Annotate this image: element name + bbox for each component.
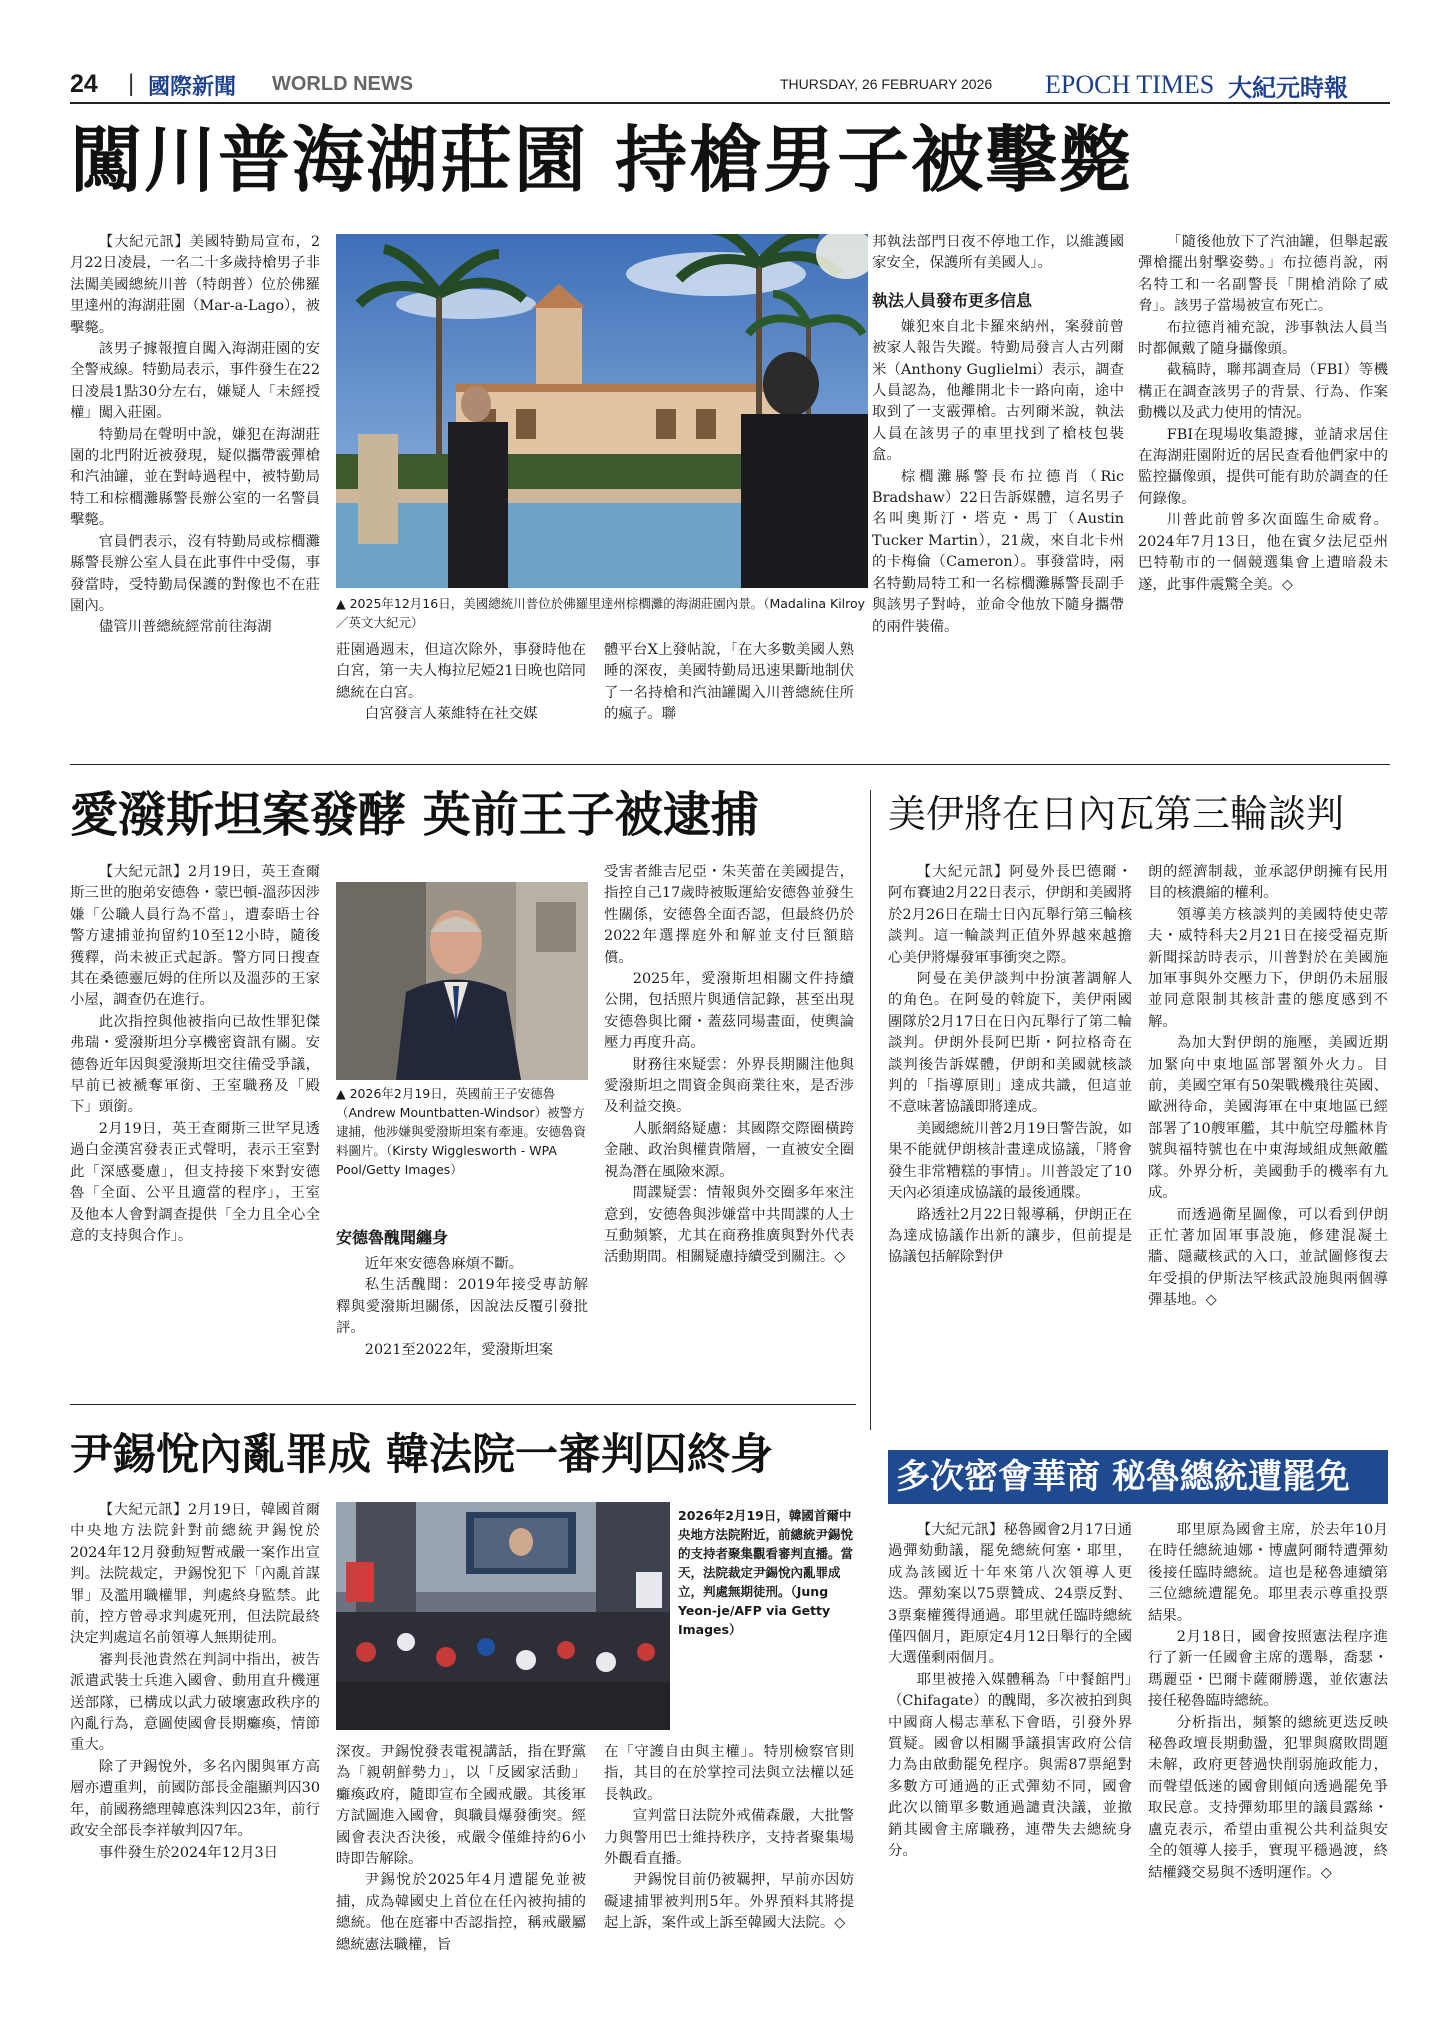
paragraph: 阿曼在美伊談判中扮演著調解人的角色。在阿曼的斡旋下，美伊兩國團隊於2月17日在日內瓦舉行了第二輪談判。伊朗外長阿巴斯・阿拉格奇在談判後告訴媒體，伊朗和美國就核談判的「指導原則」達成共識，但這並不意味著協議即將達成。	[888, 971, 1132, 1116]
paragraph: 2月18日，國會按照憲法程序進行了新一任國會主席的選舉，喬瑟・瑪麗亞・巴爾卡薩爾勝選，並依憲法接任秘魯臨時總統。	[1148, 1629, 1388, 1710]
story3-col2	[1148, 862, 1388, 1312]
subheading: 安德魯醜聞纏身	[336, 1228, 449, 1247]
paragraph: 耶里被捲入媒體稱為「中餐館門」（Chifagate）的醜聞，多次被拍到與中國商人楊志華私下會晤，引發外界質疑。國會以相關爭議損害政府公信力為由啟動罷免程序。與需87票絕對多數方可通過的正式彈劾不同，國會此次以簡單多數通過譴責決議，並撤銷其國會主席職務，連帶失去總統身分。	[888, 1671, 1132, 1860]
masthead-logo-zh: 大紀元時報	[1228, 74, 1348, 102]
header-separator: |	[128, 70, 135, 97]
paragraph: 該男子據報擅自闖入海湖莊園的安全警戒線。特勤局表示，事件發生在22日凌晨1點30分左右，嫌疑人「未經授權」闖入莊園。	[70, 341, 320, 422]
photo-yoon	[336, 1502, 670, 1730]
paragraph: 宣判當日法院外戒備森嚴，大批警力與警用巴士維持秩序，支持者聚集場外觀看直播。	[604, 1808, 854, 1868]
paragraph: 尹錫悅目前仍被羈押，早前亦因妨礙逮捕罪被判刑5年。外界預料其將提起上訴，案件或上訴至韓國大法院。◇	[604, 1872, 854, 1932]
column-divider	[870, 790, 871, 1430]
headline-mar-a-lago: 闖川普海湖莊園 持槍男子被擊斃	[70, 118, 1134, 202]
page-number: 24	[70, 70, 98, 98]
andrew-image	[336, 882, 588, 1080]
paragraph: 2021至2022年，愛潑斯坦案	[364, 1341, 554, 1358]
section-divider	[70, 764, 1390, 765]
headline-iran-talks: 美伊將在日內瓦第三輪談判	[888, 792, 1345, 836]
story1-col1	[70, 232, 320, 639]
paragraph: 截稿時，聯邦調查局（FBI）等機構正在調查該男子的背景、行為、作案動機以及武力使用的情況。	[1138, 362, 1388, 422]
paragraph: 棕櫚灘縣警長布拉德肖（Ric Bradshaw）22日告訴媒體，這名男子名叫奧斯汀・塔克・馬丁（Austin Tucker Martin），21歲，來自北卡州的卡梅倫（Cameron）。事發當時，兩名特勤局特工和一名棕櫚灘縣警長副手與該男子對峙，並命令他放下隨身攜帶的兩件裝備。	[872, 468, 1124, 635]
paragraph: 而透過衛星圖像，可以看到伊朗正忙著加固軍事設施，修建混凝土牆、隱藏核武的入口，並試圖修復去年受損的伊斯法罕核武設施與兩個導彈基地。◇	[1148, 1206, 1388, 1309]
paragraph: 私生活醜聞：2019年接受專訪解釋與愛潑斯坦關係，因說法反覆引發批評。	[336, 1277, 588, 1337]
paragraph: 特勤局在聲明中說，嫌犯在海湖莊園的北門附近被發現，疑似攜帶霰彈槍和汽油罐，並在對峙過程中，被特勤局特工和棕櫚灘縣警長辦公室的一名警員擊斃。	[70, 426, 320, 529]
paragraph: 在「守護自由與主權」。特別檢察官則指，其目的在於掌控司法與立法權以延長執政。	[604, 1744, 854, 1803]
paragraph: 除了尹錫悅外，多名內閣與軍方高層亦遭重判，前國防部長金龍顯判囚30年，前國務總理韓悳洙判囚23年，前行政安全部長李祥敏判囚7年。	[70, 1758, 320, 1840]
story4-col3	[604, 1742, 854, 1935]
photo-caption-andrew: ▲ 2026年2月19日，英國前王子安德魯（Andrew Mountbatten-Windsor）被警方逮捕，他涉嫌與愛潑斯坦案有牽連。安德魯資料圖片。（Kirsty Wigglesworth - WPA Pool/Getty Images）	[336, 1086, 587, 1177]
paragraph: 領導美方核談判的美國特使史蒂夫・威特科夫2月21日在接受福克斯新聞採訪時表示，川普對於在美國施加軍事與外交壓力下，伊朗仍未屈服並同意限制其核計畫的態度感到不解。	[1148, 906, 1388, 1030]
masthead-logo: EPOCH TIMES	[1045, 70, 1215, 99]
paragraph: 間諜疑雲：情報與外交圈多年來注意到，安德魯與涉嫌當中共間諜的人士互動頻繁，尤其在商務推廣與對外代表活動期間。相關疑慮持續受到關注。◇	[604, 1185, 854, 1266]
paragraph: 官員們表示，沒有特勤局或棕櫚灘縣警長辦公室人員在此事件中受傷，事發當時，受特勤局保護的對像也不在莊園內。	[70, 533, 320, 614]
header-rule	[70, 102, 1390, 104]
paragraph: 邦執法部門日夜不停地工作，以維護國家安全，保護所有美國人」。	[872, 234, 1124, 272]
paragraph: 此次指控與他被指向已故性罪犯傑弗瑞・愛潑斯坦分享機密資訊有關。安德魯近年因與愛潑斯坦交往備受爭議，早前已被褫奪軍銜、王室職務及「殿下」頭銜。	[70, 1013, 320, 1116]
paragraph: 嫌犯來自北卡羅來納州，案發前曾被家人報告失蹤。特勤局發言人古列爾米（Anthony Guglielmi）表示，調查人員認為，他離開北卡一路向南，途中取到了一支霰彈槍。古列爾米說，執法人員在該男子的車里找到了槍枝包裝盒。	[872, 318, 1124, 464]
subheading: 執法人員發布更多信息	[872, 290, 1033, 310]
paragraph: 莊園過週末，但這次除外，事發時他在白宮，第一夫人梅拉尼婭21日晚也陪同總統在白宮。	[336, 642, 586, 701]
story2-col1	[70, 862, 320, 1247]
photo-caption-mar-a-lago: ▲ 2025年12月16日，美國總統川普位於佛羅里達州棕櫚灘的海湖莊園內景。（Madalina Kilroy／英文大紀元）	[336, 596, 866, 630]
paragraph: 分析指出，頻繁的總統更迭反映秘魯政壇長期動盪，犯罪與腐敗問題未解，政府更替過快削弱施政能力，而聲望低迷的國會則傾向透過罷免爭取民意。支持彈劾耶里的議員露絲・盧克表示，希望由重視公共利益與安全的領導人接手，實現平穩過渡，終結權錢交易與不透明運作。◇	[1148, 1714, 1388, 1881]
story1-col2	[336, 640, 586, 726]
paragraph: 【大紀元訊】美國特勤局宣布，2月22日凌晨，一名二十多歲持槍男子非法闖美國總統川普（特朗普）位於佛羅里達州的海湖莊園（Mar-a-Lago），被擊斃。	[70, 234, 320, 336]
story4-col1	[70, 1500, 320, 1864]
paragraph: 耶里原為國會主席，於去年10月在時任總統迪娜・博盧阿爾特遭彈劾後接任臨時總統。這也是秘魯連續第三位總統遭罷免。耶里表示尊重投票結果。	[1148, 1522, 1388, 1624]
story4-col2	[336, 1742, 586, 1956]
paragraph: 近年來安德魯麻煩不斷。	[364, 1256, 524, 1272]
paragraph: 深夜。尹錫悅發表電視講話，指在野黨為「親朝鮮勢力」，以「反國家活動」癱瘓政府，隨即宣布全國戒嚴。其後軍方試圖進入國會，與職員爆發衝突。經國會表決否決後，戒嚴令僅維持約6小時即告解除。	[336, 1744, 586, 1868]
paragraph: 2月19日，英王查爾斯三世罕見透過白金漢宮發表正式聲明，表示王室對此「深感憂慮」，但支持接下來對安德魯「全面、公平且適當的程序」，王室及他本人會對調查提供「全力且全心全意的支持與合作」。	[70, 1120, 320, 1244]
story1-col4	[872, 232, 1124, 638]
headline-yoon: 尹錫悅內亂罪成 韓法院一審判囚終身	[70, 1430, 773, 1480]
paragraph: 體平台X上發帖說，「在大多數美國人熟睡的深夜，美國特勤局迅速果斷地制伏了一名持槍和汽油罐闖入川普總統住所的瘋子。聯	[604, 642, 854, 723]
paragraph: 為加大對伊朗的施壓，美國近期加緊向中東地區部署額外火力。目前，美國空軍有50架戰機飛往英國、歐洲待命，美國海軍在中東地區已經部署了10艘軍艦，其中航空母艦林肯號與福特號也在中東海域組成無敵艦隊。外界分析，美國動手的機率有九成。	[1148, 1035, 1388, 1202]
paragraph: 布拉德肖補充說，涉事執法人員当时都佩戴了隨身攝像頭。	[1138, 319, 1388, 358]
story2-col3	[604, 862, 854, 1269]
paragraph: 受害者維吉尼亞・朱芙蕾在美國提告，指控自己17歲時被販運給安德魯並發生性關係，安德魯全面否認，但最終仍於2022年選擇庭外和解並支付巨額賠償。	[604, 864, 854, 966]
paragraph: 川普此前曾多次面臨生命威脅。2024年7月13日，他在賓夕法尼亞州巴特勒市的一個競選集會上遭暗殺未遂，此事件震驚全美。◇	[1138, 512, 1388, 593]
headline-peru: 多次密會華商 秘魯總統遭罷免	[896, 1457, 1350, 1497]
paragraph: 「隨後他放下了汽油罐，但舉起霰彈槍擺出射擊姿勢。」布拉德肖說，兩名特工和一名副警長「開槍消除了威脅」。該男子當場被宣布死亡。	[1138, 234, 1388, 315]
paragraph: 財務往來疑雲：外界長期關注他與愛潑斯坦之間資金與商業往來，是否涉及利益交換。	[604, 1056, 854, 1116]
paragraph: 2025年，愛潑斯坦相關文件持續公開，包括照片與通信記錄，甚至出現安德魯與比爾・蓋茲同場畫面，使輿論壓力再度升高。	[604, 971, 854, 1052]
paragraph: 審判長池貴然在判詞中指出，被告派遣武裝士兵進入國會、動用直升機運送部隊，已構成以武力破壞憲政秩序的內亂行為，意圖使國會長期癱瘓，情節重大。	[70, 1651, 320, 1754]
paragraph: 儘管川普總統經常前往海湖	[98, 619, 272, 636]
photo-andrew	[336, 882, 588, 1080]
paragraph: 【大紀元訊】阿曼外長巴德爾・阿布賽迪2月22日表示，伊朗和美國將於2月26日在瑞士日內瓦舉行第三輪核談判。這一輪談判正值外界越來越擔心美伊將爆發軍事衝突之際。	[888, 864, 1132, 966]
paragraph: 【大紀元訊】秘魯國會2月17日通過彈劾動議，罷免總統何塞・耶里，成為該國近十年來第八次領導人更迭。彈劾案以75票贊成、24票反對、3票棄權獲得通過。耶里就任臨時總統僅四個月，距原定4月12日舉行的全國大選僅剩兩個月。	[888, 1522, 1132, 1667]
story2-col2	[336, 1226, 588, 1361]
section-title-en: WORLD NEWS	[272, 73, 414, 95]
paragraph: 人脈網絡疑慮：其國際交際圈橫跨金融、政治與權貴階層，一直被安全圈視為潛在風險來源。	[604, 1120, 854, 1180]
paragraph: 朗的經濟制裁，並承認伊朗擁有民用目的核濃縮的權利。	[1148, 864, 1388, 902]
paragraph: 事件發生於2024年12月3日	[98, 1844, 279, 1861]
story3-col1	[888, 862, 1132, 1269]
story1-col3	[604, 640, 854, 726]
paragraph: 【大紀元訊】2月19日，韓國首爾中央地方法院針對前總統尹錫悅於2024年12月發動短暫戒嚴一案作出宣判。法院裁定，尹錫悅犯下「內亂首謀罪」及濫用職權罪，判處終身監禁。此前，控方曾尋求判處死刑，但法院最終決定判處這名前領導人無期徒刑。	[70, 1502, 320, 1647]
headline-epstein: 愛潑斯坦案發酵 英前王子被逮捕	[70, 787, 759, 843]
yoon-rally-image	[336, 1502, 670, 1730]
issue-date: THURSDAY, 26 FEBRUARY 2026	[780, 76, 993, 92]
section-divider	[70, 1404, 856, 1405]
story5-col2	[1148, 1520, 1388, 1884]
paragraph: 白宮發言人萊維特在社交媒	[364, 706, 538, 723]
photo-caption-yoon: 2026年2月19日，韓國首爾中央地方法院附近，前總統尹錫悅的支持者聚集觀看審判直播。當天，法院裁定尹錫悅內亂罪成立，判處無期徒刑。（Jung Yeon-je/AFP via Getty Images）	[678, 1508, 854, 1637]
paragraph: 【大紀元訊】2月19日，英王查爾斯三世的胞弟安德魯・蒙巴頓-溫莎因涉嫌「公職人員行為不當」，遭泰晤士谷警方逮捕並拘留約10至12小時，隨後獲釋，尚未被正式起訴。警方同日搜查其在桑德靈厄姆的住所以及溫莎的王家小屋，調查仍在進行。	[70, 864, 320, 1009]
photo-mar-a-lago	[336, 234, 868, 588]
mar-a-lago-image	[336, 234, 868, 588]
paragraph: 尹錫悅於2025年4月遭罷免並被捕，成為韓國史上首位在任內被拘捕的總統。他在庭審中否認指控，稱戒嚴屬總統憲法職權，旨	[336, 1872, 586, 1953]
story5-col1	[888, 1520, 1132, 1863]
section-title: 國際新聞	[148, 75, 237, 100]
paragraph: FBI在現場收集證據，並請求居住在海湖莊園附近的居民查看他們家中的監控攝像頭，提供可能有助於調查的任何錄像。	[1138, 426, 1388, 507]
paragraph: 路透社2月22日報導稱，伊朗正在為達成協議作出新的讓步，但前提是協議包括解除對伊	[888, 1206, 1132, 1266]
paragraph: 美國總統川普2月19日警告說，如果不能就伊朗核計畫達成協議，「將會發生非常糟糕的事情」。川普設定了10天內必須達成協議的最後通牒。	[888, 1120, 1132, 1202]
story1-col5	[1138, 232, 1388, 596]
